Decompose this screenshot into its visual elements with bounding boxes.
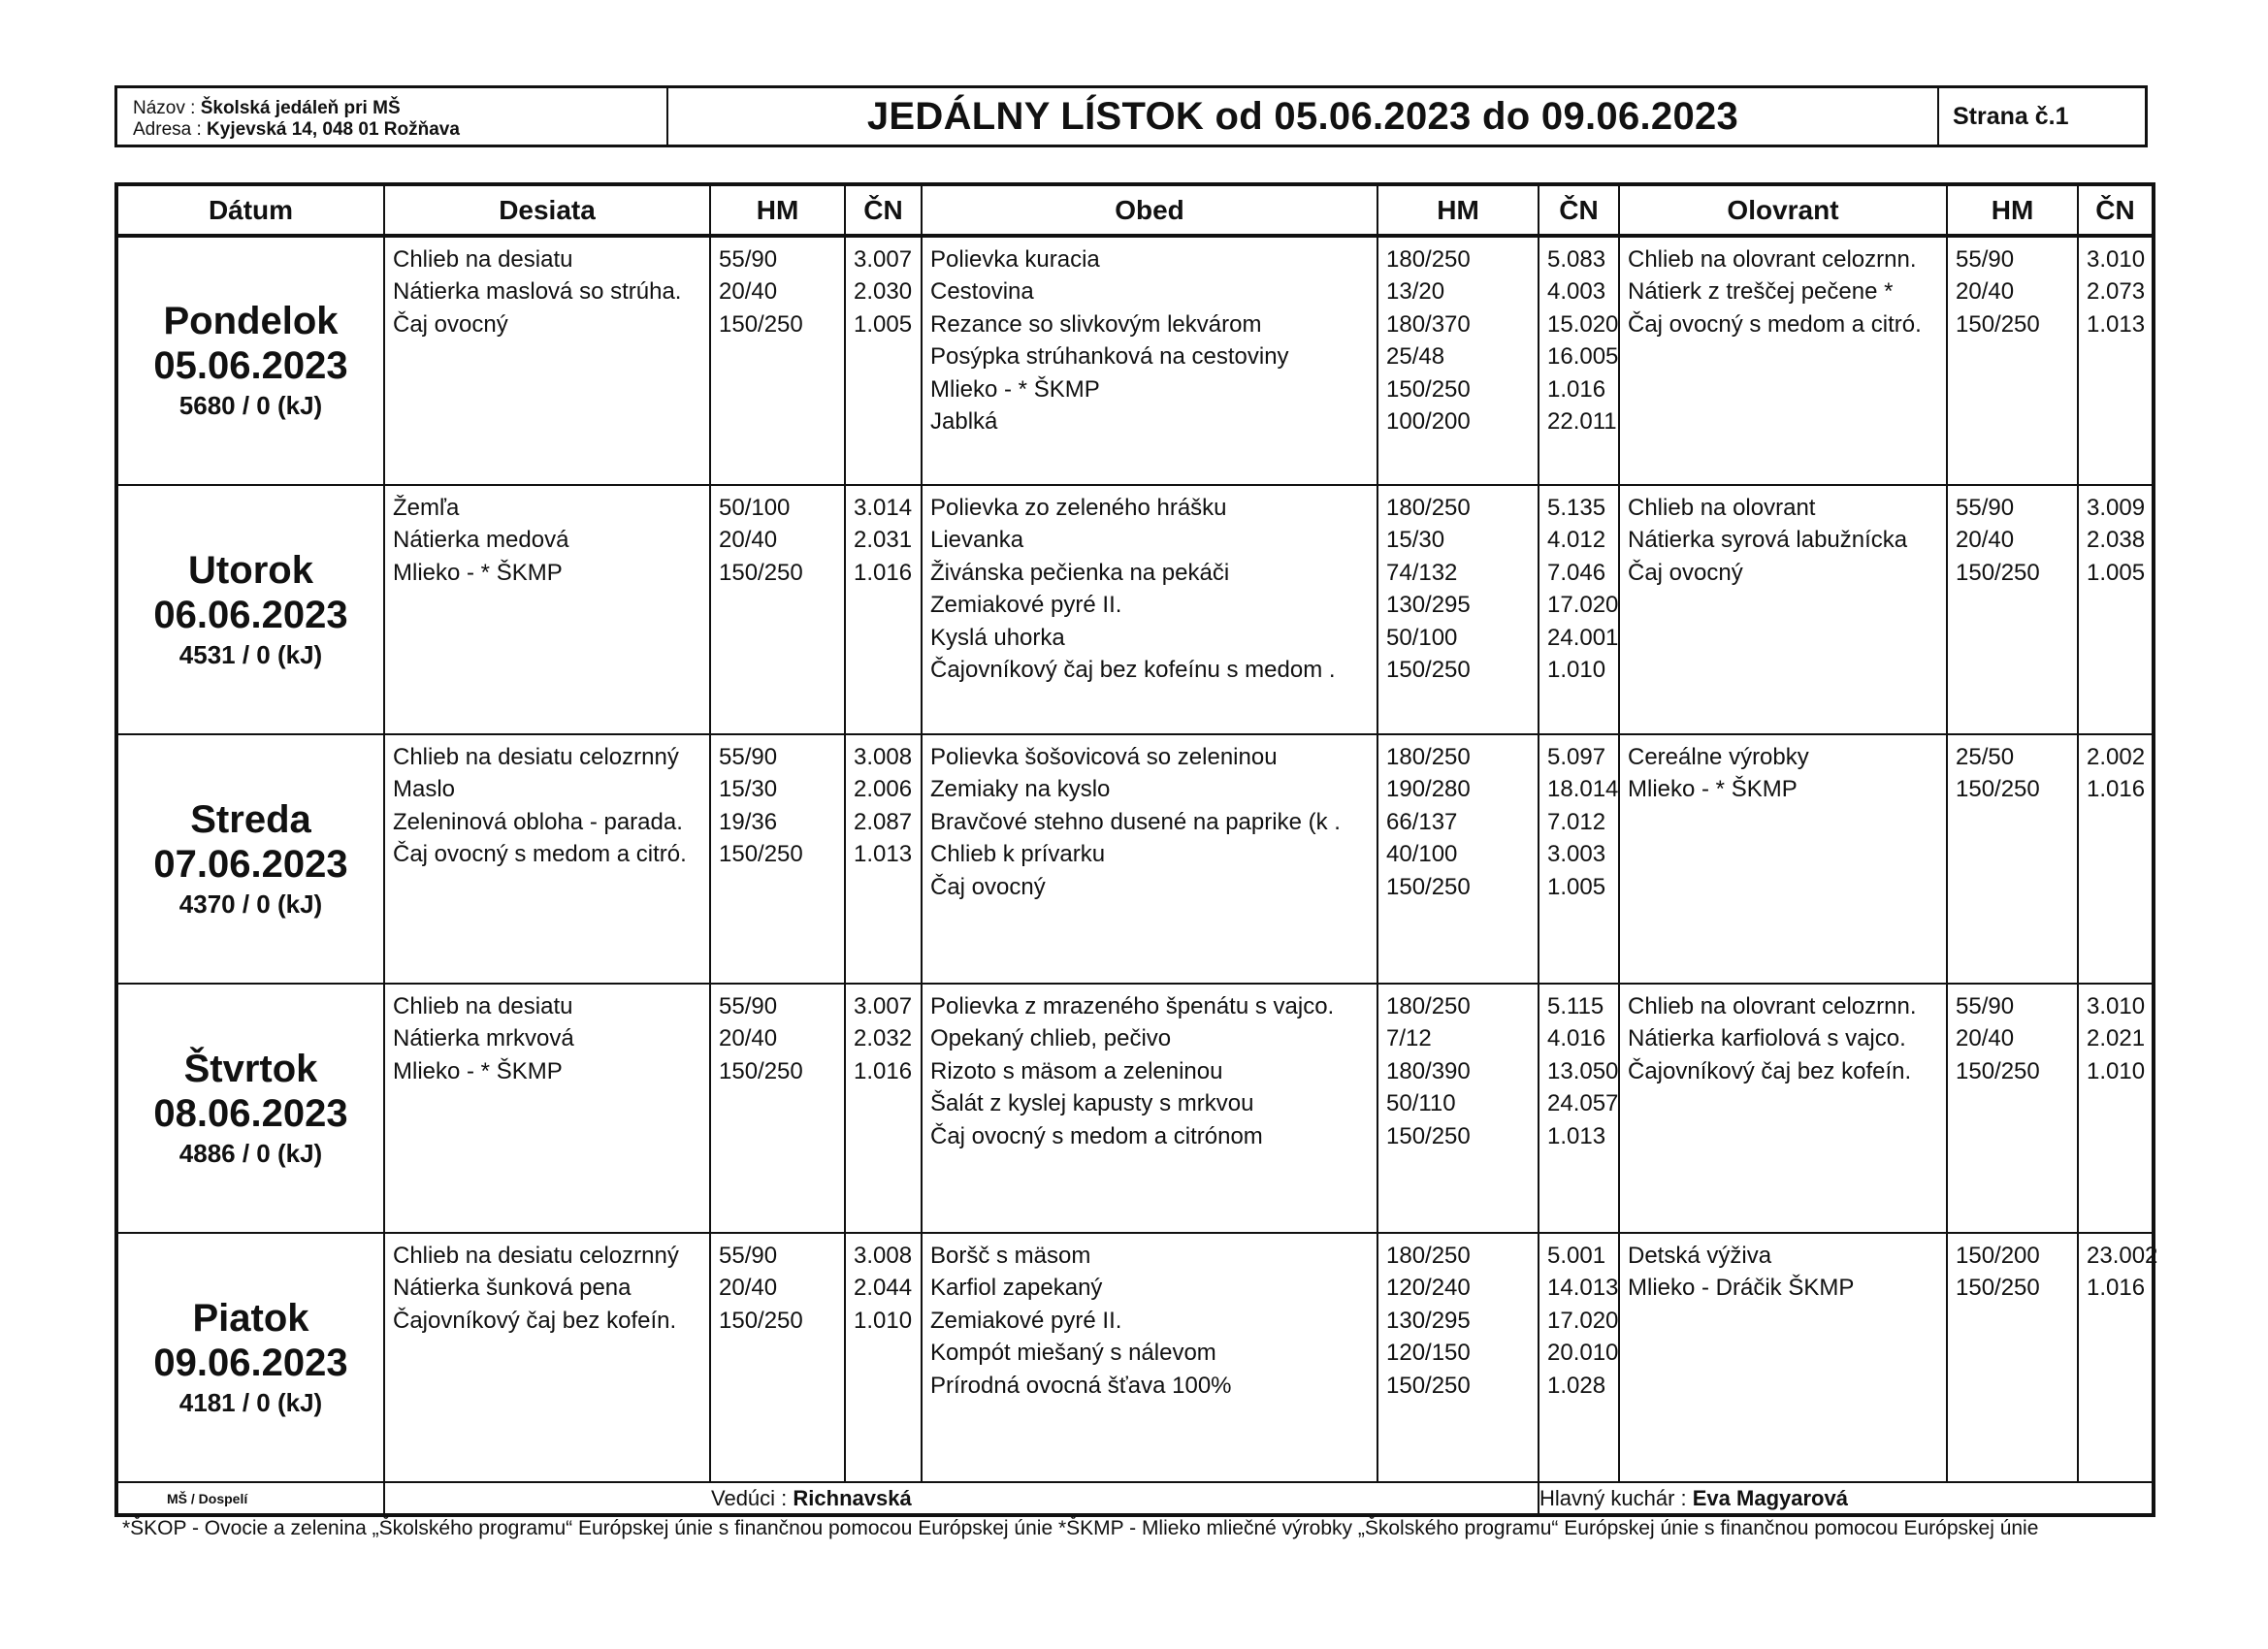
lunch-hm-value: 190/280	[1386, 776, 1471, 803]
snack-hm-value: 150/250	[719, 559, 803, 586]
lunch-cn-value: 5.115	[1547, 993, 1604, 1019]
afternoon-hm-value: 20/40	[1956, 527, 2015, 554]
afternoon-hm-value: 25/50	[1956, 744, 2015, 770]
lunch-item: Lievanka	[930, 527, 1024, 554]
lunch-cn-value: 14.013	[1547, 1275, 1619, 1302]
address-label: Adresa :	[133, 119, 202, 140]
lunch-hm-cell	[1377, 236, 1539, 485]
day-date: 08.06.2023	[153, 1091, 348, 1135]
afternoon-item: Čaj ovocný s medom a citró.	[1628, 310, 1922, 338]
snack-item: Chlieb na desiatu	[393, 246, 573, 273]
day-row	[116, 1233, 2154, 1482]
snack-cn-value: 1.016	[854, 559, 913, 586]
snack-item: Chlieb na desiatu celozrnný	[393, 744, 679, 770]
lunch-item: Polievka kuracia	[930, 246, 1100, 273]
afternoon-hm-value: 20/40	[1956, 1025, 2015, 1052]
lunch-cell	[922, 1233, 1377, 1482]
snack-item: Čajovníkový čaj bez kofeín.	[393, 1307, 677, 1334]
lunch-hm-value: 150/250	[1386, 1372, 1471, 1399]
snack-hm-value: 15/30	[719, 776, 778, 803]
afternoon-hm-value: 55/90	[1956, 993, 2015, 1019]
lunch-cell	[922, 984, 1377, 1233]
lunch-item: Polievka zo zeleného hrášku	[930, 495, 1227, 521]
afternoon-cn-value: 3.009	[2087, 495, 2146, 521]
lunch-hm-value: 74/132	[1386, 559, 1458, 586]
lunch-hm-value: 7/12	[1386, 1025, 1432, 1052]
afternoon-cn-cell	[2078, 984, 2154, 1233]
day-cell	[116, 734, 384, 984]
snack-hm-value: 20/40	[719, 278, 778, 306]
lunch-cn-cell	[1539, 236, 1619, 485]
lunch-hm-cell	[1377, 734, 1539, 984]
lunch-item: Chlieb k prívarku	[930, 841, 1106, 868]
lunch-item: Šalát z kyslej kapusty s mrkvou	[930, 1090, 1254, 1117]
lunch-cell	[922, 236, 1377, 485]
lunch-hm-value: 120/240	[1386, 1275, 1471, 1302]
lunch-item: Čaj ovocný s medom a citrónom	[930, 1122, 1263, 1149]
snack-hm-value: 50/100	[719, 495, 791, 521]
lunch-hm-cell	[1377, 984, 1539, 1233]
snack-hm-cell	[710, 984, 845, 1233]
snack-cn-cell	[845, 734, 922, 984]
lunch-cn-value: 1.013	[1547, 1122, 1606, 1149]
lunch-item: Živánska pečienka na pekáči	[930, 559, 1230, 586]
cook-cell	[1539, 1482, 2154, 1515]
snack-hm-value: 150/250	[719, 1307, 803, 1334]
snack-cn-value: 2.087	[854, 808, 913, 835]
lunch-cn-value: 24.001	[1547, 624, 1619, 651]
col-lunch: Obed	[922, 184, 1377, 236]
lunch-hm-value: 180/390	[1386, 1057, 1471, 1084]
afternoon-hm-value: 150/250	[1956, 1275, 2040, 1302]
snack-cn-value: 3.007	[854, 246, 913, 273]
afternoon-item: Čaj ovocný	[1628, 559, 1743, 586]
snack-hm-value: 55/90	[719, 1243, 778, 1269]
day-name: Streda	[190, 797, 311, 841]
afternoon-item: Chlieb na olovrant celozrnn.	[1628, 246, 1917, 273]
document-header	[114, 85, 2148, 147]
afternoon-hm-value: 20/40	[1956, 278, 2015, 306]
afternoon-hm-cell	[1947, 734, 2078, 984]
lunch-item: Bravčové stehno dusené na paprike (k .	[930, 808, 1341, 835]
lunch-hm-value: 150/250	[1386, 657, 1471, 684]
lunch-hm-value: 15/30	[1386, 527, 1445, 554]
lunch-item: Kyslá uhorka	[930, 624, 1065, 651]
afternoon-hm-value: 150/250	[1956, 310, 2040, 338]
snack-item: Nátierka mrkvová	[393, 1025, 574, 1052]
afternoon-hm-value: 150/250	[1956, 1057, 2040, 1084]
lunch-hm-value: 66/137	[1386, 808, 1458, 835]
afternoon-cell	[1619, 1233, 1947, 1482]
afternoon-cn-value: 2.073	[2087, 278, 2146, 306]
lunch-cn-value: 17.020	[1547, 1307, 1619, 1334]
lunch-cn-value: 5.135	[1547, 495, 1606, 521]
col-date: Dátum	[116, 184, 384, 236]
lunch-item: Posýpka strúhanková na cestoviny	[930, 343, 1289, 371]
afternoon-cell	[1619, 236, 1947, 485]
lunch-item: Rezance so slivkovým lekvárom	[930, 310, 1262, 338]
afternoon-item: Mlieko - Dráčik ŠKMP	[1628, 1275, 1855, 1302]
snack-cn-value: 3.008	[854, 1243, 913, 1269]
lunch-cn-value: 4.012	[1547, 527, 1606, 554]
snack-cell	[384, 236, 710, 485]
snack-item: Nátierka medová	[393, 527, 569, 554]
lunch-hm-value: 180/250	[1386, 744, 1471, 770]
day-energy: 4181 / 0 (kJ)	[178, 1387, 323, 1417]
lunch-cell	[922, 485, 1377, 734]
lunch-cn-value: 16.005	[1547, 343, 1619, 371]
lunch-cell	[922, 734, 1377, 984]
lunch-cn-value: 20.010	[1547, 1340, 1619, 1367]
afternoon-item: Nátierk z treščej pečene *	[1628, 278, 1894, 306]
snack-item: Čaj ovocný s medom a citró.	[393, 841, 687, 868]
day-date: 06.06.2023	[153, 593, 348, 636]
afternoon-cn-cell	[2078, 734, 2154, 984]
snack-cell	[384, 1233, 710, 1482]
afternoon-cn-value: 2.021	[2087, 1025, 2146, 1052]
lunch-cn-cell	[1539, 1233, 1619, 1482]
snack-hm-value: 150/250	[719, 841, 803, 868]
col-snack: Desiata	[384, 184, 710, 236]
lunch-cn-value: 1.016	[1547, 375, 1606, 403]
afternoon-hm-cell	[1947, 984, 2078, 1233]
organization-address-line	[133, 119, 666, 141]
day-energy: 5680 / 0 (kJ)	[178, 391, 323, 420]
snack-hm-value: 20/40	[719, 1275, 778, 1302]
lunch-cn-value: 7.046	[1547, 559, 1606, 586]
afternoon-hm-value: 55/90	[1956, 495, 2015, 521]
snack-item: Chlieb na desiatu	[393, 993, 573, 1019]
snack-hm-value: 55/90	[719, 246, 778, 273]
lunch-cn-value: 5.083	[1547, 246, 1606, 273]
lunch-item: Karfiol zapekaný	[930, 1275, 1103, 1302]
snack-item: Zeleninová obloha - parada.	[393, 808, 683, 835]
snack-cn-value: 1.010	[854, 1307, 913, 1334]
afternoon-cell	[1619, 734, 1947, 984]
page-number: Strana č.1	[1953, 102, 2069, 130]
lunch-hm-value: 180/250	[1386, 495, 1471, 521]
lunch-item: Jablká	[930, 408, 998, 436]
snack-item: Čaj ovocný	[393, 310, 508, 338]
lunch-hm-value: 180/370	[1386, 310, 1471, 338]
afternoon-cn-cell	[2078, 485, 2154, 734]
lunch-hm-cell	[1377, 1233, 1539, 1482]
snack-item: Maslo	[393, 776, 456, 803]
manager-label: Vedúci :	[711, 1485, 788, 1510]
afternoon-hm-value: 55/90	[1956, 246, 2015, 273]
day-row	[116, 236, 2154, 485]
lunch-hm-value: 50/110	[1386, 1090, 1456, 1117]
menu-body	[116, 236, 2158, 1482]
lunch-cn-value: 1.010	[1547, 657, 1606, 684]
lunch-cn-value: 7.012	[1547, 808, 1606, 835]
afternoon-cn-value: 1.005	[2087, 559, 2146, 586]
lunch-hm-value: 180/250	[1386, 993, 1471, 1019]
snack-hm-cell	[710, 236, 845, 485]
day-date: 09.06.2023	[153, 1341, 348, 1384]
lunch-item: Opekaný chlieb, pečivo	[930, 1025, 1172, 1052]
lunch-hm-value: 180/250	[1386, 1243, 1471, 1269]
snack-hm-cell	[710, 734, 845, 984]
afternoon-item: Mlieko - * ŠKMP	[1628, 776, 1798, 803]
afternoon-cn-value: 1.016	[2087, 1275, 2146, 1302]
group-label: MŠ / Dospelí	[116, 1482, 384, 1515]
day-date: 07.06.2023	[153, 842, 348, 886]
lunch-hm-value: 40/100	[1386, 841, 1458, 868]
lunch-hm-value: 150/250	[1386, 375, 1471, 403]
lunch-cn-value: 1.005	[1547, 873, 1606, 900]
lunch-hm-cell	[1377, 485, 1539, 734]
lunch-hm-value: 150/250	[1386, 873, 1471, 900]
afternoon-cn-value: 2.002	[2087, 744, 2146, 770]
lunch-cn-value: 3.003	[1547, 841, 1606, 868]
lunch-cn-value: 13.050	[1547, 1057, 1619, 1084]
afternoon-item: Nátierka karfiolová s vajco.	[1628, 1025, 1906, 1052]
lunch-hm-value: 130/295	[1386, 592, 1471, 619]
lunch-item: Mlieko - * ŠKMP	[930, 375, 1100, 403]
snack-cn-value: 2.031	[854, 527, 913, 554]
cook-label: Hlavný kuchár :	[1539, 1485, 1687, 1510]
lunch-item: Čaj ovocný	[930, 873, 1046, 900]
snack-item: Žemľa	[393, 495, 460, 521]
organization-name: Školská jedáleň pri MŠ	[200, 98, 401, 118]
day-row	[116, 734, 2154, 984]
lunch-item: Zemiakové pyré II.	[930, 592, 1122, 619]
snack-hm-value: 150/250	[719, 1057, 803, 1084]
lunch-cn-value: 4.016	[1547, 1025, 1606, 1052]
snack-item: Nátierka maslová so strúha.	[393, 278, 682, 306]
lunch-cn-cell	[1539, 984, 1619, 1233]
lunch-item: Kompót miešaný s nálevom	[930, 1340, 1216, 1367]
snack-cn-value: 3.007	[854, 993, 913, 1019]
snack-item: Mlieko - * ŠKMP	[393, 1057, 563, 1084]
snack-hm-cell	[710, 1233, 845, 1482]
lunch-cn-value: 4.003	[1547, 278, 1606, 306]
afternoon-item: Nátierka syrová labužnícka	[1628, 527, 1908, 554]
lunch-cn-cell	[1539, 485, 1619, 734]
snack-cn-cell	[845, 485, 922, 734]
afternoon-cn-cell	[2078, 1233, 2158, 1482]
lunch-item: Cestovina	[930, 278, 1034, 306]
signature-row	[116, 1482, 2154, 1515]
lunch-cn-value: 22.011	[1547, 408, 1617, 436]
lunch-item: Čajovníkový čaj bez kofeínu s medom .	[930, 657, 1336, 684]
name-label: Názov :	[133, 98, 196, 118]
day-energy: 4886 / 0 (kJ)	[178, 1138, 323, 1168]
day-cell	[116, 236, 384, 485]
afternoon-hm-cell	[1947, 236, 2078, 485]
snack-hm-cell	[710, 485, 845, 734]
day-energy: 4370 / 0 (kJ)	[178, 889, 323, 919]
lunch-hm-value: 25/48	[1386, 343, 1445, 371]
afternoon-cell	[1619, 984, 1947, 1233]
col-snack-cn: ČN	[845, 184, 922, 236]
col-snack-hm: HM	[710, 184, 845, 236]
snack-cn-value: 2.032	[854, 1025, 913, 1052]
afternoon-cn-value: 1.013	[2087, 310, 2146, 338]
organization-address: Kyjevská 14, 048 01 Rožňava	[207, 119, 460, 140]
organization-info	[117, 88, 668, 145]
snack-cell	[384, 485, 710, 734]
afternoon-cn-value: 1.010	[2087, 1057, 2146, 1084]
lunch-item: Rizoto s mäsom a zeleninou	[930, 1057, 1223, 1084]
lunch-hm-value: 180/250	[1386, 246, 1471, 273]
afternoon-cn-cell	[2078, 236, 2154, 485]
afternoon-hm-value: 150/200	[1956, 1243, 2040, 1269]
day-name: Utorok	[188, 548, 313, 592]
lunch-hm-value: 150/250	[1386, 1122, 1471, 1149]
lunch-cn-value: 5.097	[1547, 744, 1606, 770]
snack-cn-value: 2.006	[854, 776, 913, 803]
snack-cn-cell	[845, 236, 922, 485]
day-name: Piatok	[192, 1296, 309, 1340]
afternoon-cn-value: 23.002	[2087, 1243, 2158, 1269]
snack-cell	[384, 984, 710, 1233]
col-lunch-hm: HM	[1377, 184, 1539, 236]
menu-title: JEDÁLNY LÍSTOK od 05.06.2023 do 09.06.2023	[668, 88, 1939, 145]
day-energy: 4531 / 0 (kJ)	[178, 639, 323, 669]
lunch-hm-value: 130/295	[1386, 1307, 1471, 1334]
afternoon-cn-value: 3.010	[2087, 246, 2146, 273]
lunch-hm-value: 13/20	[1386, 278, 1445, 306]
afternoon-item: Čajovníkový čaj bez kofeín.	[1628, 1057, 1912, 1084]
lunch-item: Zemiakové pyré II.	[930, 1307, 1122, 1334]
lunch-hm-value: 50/100	[1386, 624, 1458, 651]
day-name: Pondelok	[163, 300, 339, 342]
manager-name: Richnavská	[793, 1485, 912, 1510]
snack-hm-value: 19/36	[719, 808, 778, 835]
snack-cn-value: 1.013	[854, 841, 913, 868]
snack-hm-value: 55/90	[719, 993, 778, 1019]
day-name: Štvrtok	[183, 1047, 318, 1090]
afternoon-cn-value: 2.038	[2087, 527, 2146, 554]
lunch-cn-value: 5.001	[1547, 1243, 1606, 1269]
snack-cn-value: 3.008	[854, 744, 913, 770]
snack-item: Chlieb na desiatu celozrnný	[393, 1243, 679, 1269]
snack-cn-value: 3.014	[854, 495, 913, 521]
col-afternoon-cn: ČN	[2078, 184, 2154, 236]
cook-name: Eva Magyarová	[1692, 1485, 1848, 1510]
snack-cn-value: 1.005	[854, 310, 913, 338]
afternoon-cn-value: 1.016	[2087, 776, 2146, 803]
snack-cell	[384, 734, 710, 984]
snack-hm-value: 150/250	[719, 310, 803, 338]
footnote: *ŠKOP - Ovocie a zelenina „Školského programu“ Európskej únie s finančnou pomocou Európskej únie *ŠKMP - Mlieko mliečné výrobky „Školského programu“ Európskej únie s finančnou pomocou Európskej únie	[122, 1517, 2039, 1539]
afternoon-cell	[1619, 485, 1947, 734]
organization-name-line	[133, 98, 666, 119]
col-lunch-cn: ČN	[1539, 184, 1619, 236]
lunch-hm-value: 120/150	[1386, 1340, 1471, 1367]
snack-item: Nátierka šunková pena	[393, 1275, 632, 1302]
snack-cn-cell	[845, 984, 922, 1233]
col-afternoon: Olovrant	[1619, 184, 1947, 236]
lunch-cn-value: 1.028	[1547, 1372, 1606, 1399]
afternoon-cn-value: 3.010	[2087, 993, 2146, 1019]
manager-cell	[384, 1482, 1539, 1515]
lunch-cn-value: 15.020	[1547, 310, 1619, 338]
lunch-hm-value: 100/200	[1386, 408, 1471, 436]
afternoon-hm-value: 150/250	[1956, 559, 2040, 586]
lunch-cn-cell	[1539, 734, 1619, 984]
snack-hm-value: 20/40	[719, 1025, 778, 1052]
lunch-cn-value: 17.020	[1547, 592, 1619, 619]
lunch-item: Zemiaky na kyslo	[930, 776, 1111, 803]
weekly-menu-table	[114, 182, 2158, 1517]
day-cell	[116, 984, 384, 1233]
lunch-cn-value: 24.057	[1547, 1090, 1619, 1117]
day-cell	[116, 485, 384, 734]
afternoon-item: Detská výživa	[1628, 1243, 1772, 1269]
day-date: 05.06.2023	[153, 344, 348, 387]
day-cell	[116, 1233, 384, 1482]
lunch-item: Polievka šošovicová so zeleninou	[930, 744, 1278, 770]
snack-hm-value: 55/90	[719, 744, 778, 770]
snack-cn-value: 1.016	[854, 1057, 913, 1084]
snack-cn-value: 2.044	[854, 1275, 913, 1302]
day-row	[116, 984, 2154, 1233]
afternoon-item: Chlieb na olovrant celozrnn.	[1628, 993, 1917, 1019]
afternoon-hm-cell	[1947, 1233, 2078, 1482]
lunch-item: Boršč s mäsom	[930, 1243, 1091, 1269]
day-row	[116, 485, 2154, 734]
lunch-item: Polievka z mrazeného špenátu s vajco.	[930, 993, 1335, 1019]
snack-item: Mlieko - * ŠKMP	[393, 559, 563, 586]
snack-hm-value: 20/40	[719, 527, 778, 554]
snack-cn-cell	[845, 1233, 922, 1482]
col-afternoon-hm: HM	[1947, 184, 2078, 236]
afternoon-item: Chlieb na olovrant	[1628, 495, 1816, 521]
afternoon-hm-value: 150/250	[1956, 776, 2040, 803]
afternoon-item: Cereálne výrobky	[1628, 744, 1809, 770]
snack-cn-value: 2.030	[854, 278, 913, 306]
lunch-item: Prírodná ovocná šťava 100%	[930, 1372, 1232, 1399]
lunch-cn-value: 18.014	[1547, 776, 1619, 803]
afternoon-hm-cell	[1947, 485, 2078, 734]
table-header-row	[116, 184, 2154, 236]
